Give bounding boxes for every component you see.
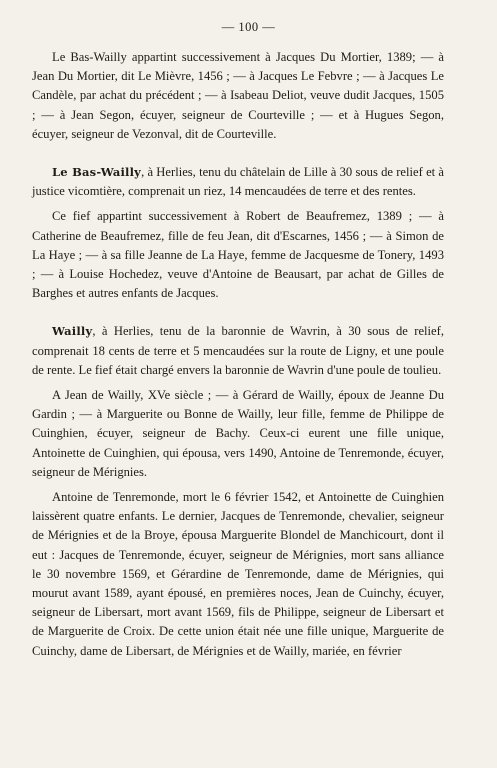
entry-heading-wailly: Wailly (52, 324, 93, 339)
paragraph-bas-wailly-entry: Le Bas-Wailly, à Herlies, tenu du châtelain de Lille à 30 sous de relief et à justice vicomtière, comprenait un riez, 14 mencaudées de terre et des rentes. (32, 165, 444, 199)
paragraph-wailly-entry: Wailly, à Herlies, tenu de la baronnie de Wavrin, à 30 sous de relief, comprenait 18 cents de terre et 5 mencaudées sur la route de Ligny, et une poule de rente. Le fief était chargé envers la baronnie de Wavrin d'une poule de toulieu. (32, 324, 444, 377)
paragraph-tenremonde: Antoine de Tenremonde, mort le 6 février 1542, et Antoinette de Cuinghien laissèrent quatre enfants. Le dernier, Jacques de Tenremonde, chevalier, seigneur de Mérignies et de la Broye, épousa Marguerite Blondel de Manchicourt, dont il eut : Jacques de Tenremonde, écuyer, seigneur de Mérignies, mort sans alliance le 30 novembre 1569, et Gérardine de Tenremonde, dame de Mérignies, qui mourut avant 1589, ayant épousé, en premières noces, Jean de Cuinchy, écuyer, seigneur de Libersart, mort avant 1569, fils de Philippe, seigneur de Libersart et de Marguerite de Croix. De cette union était née une fille unique, Marguerite de Cuinchy, dame de Libersart, de Mérignies et de Wailly, mariée, en février (32, 490, 444, 658)
paragraph-wailly-owners: A Jean de Wailly, XVe siècle ; — à Gérard de Wailly, époux de Jeanne Du Gardin ; — à Marguerite ou Bonne de Wailly, leur fille, femme de Philippe de Cuinghien, écuyer, seigneur de Bachy. Ceux-ci eurent une fille unique, Antoinette de Cuinghien, qui épousa, vers 1490, Antoine de Tenremonde, écuyer, seigneur de Mérignies. (32, 388, 444, 479)
entry-heading-bas-wailly: Le Bas-Wailly (52, 165, 142, 180)
paragraph-fief-owners: Ce fief appartint successivement à Robert de Beaufremez, 1389 ; — à Catherine de Beaufremez, fille de feu Jean, dit d'Escarnes, 1456 ; — à Simon de La Haye ; — à sa fille Jeanne de La Haye, femme de Jacquesme de Tonery, 1493 ; — à Louise Hochedez, veuve d'Antoine de Beausart, par achat de Gilles de Barghes et autres enfants de Jacques. (32, 209, 444, 301)
paragraph-bas-wailly-owners: Le Bas-Wailly appartint successivement à Jacques Du Mortier, 1389; — à Jean Du Mortier, dit Le Mièvre, 1456 ; — à Jacques Le Febvre ; — à Jacques Le Candèle, par achat du précédent ; — à Isabeau Deliot, veuve dudit Jacques, 1505 ; — à Jean Segon, écuyer, seigneur de Courteville ; — et à Hugues Segon, écuyer, seigneur de Vezonval, dit de Courteville. (32, 50, 444, 141)
page-number: — 100 — (221, 20, 276, 34)
document-body (32, 48, 444, 661)
